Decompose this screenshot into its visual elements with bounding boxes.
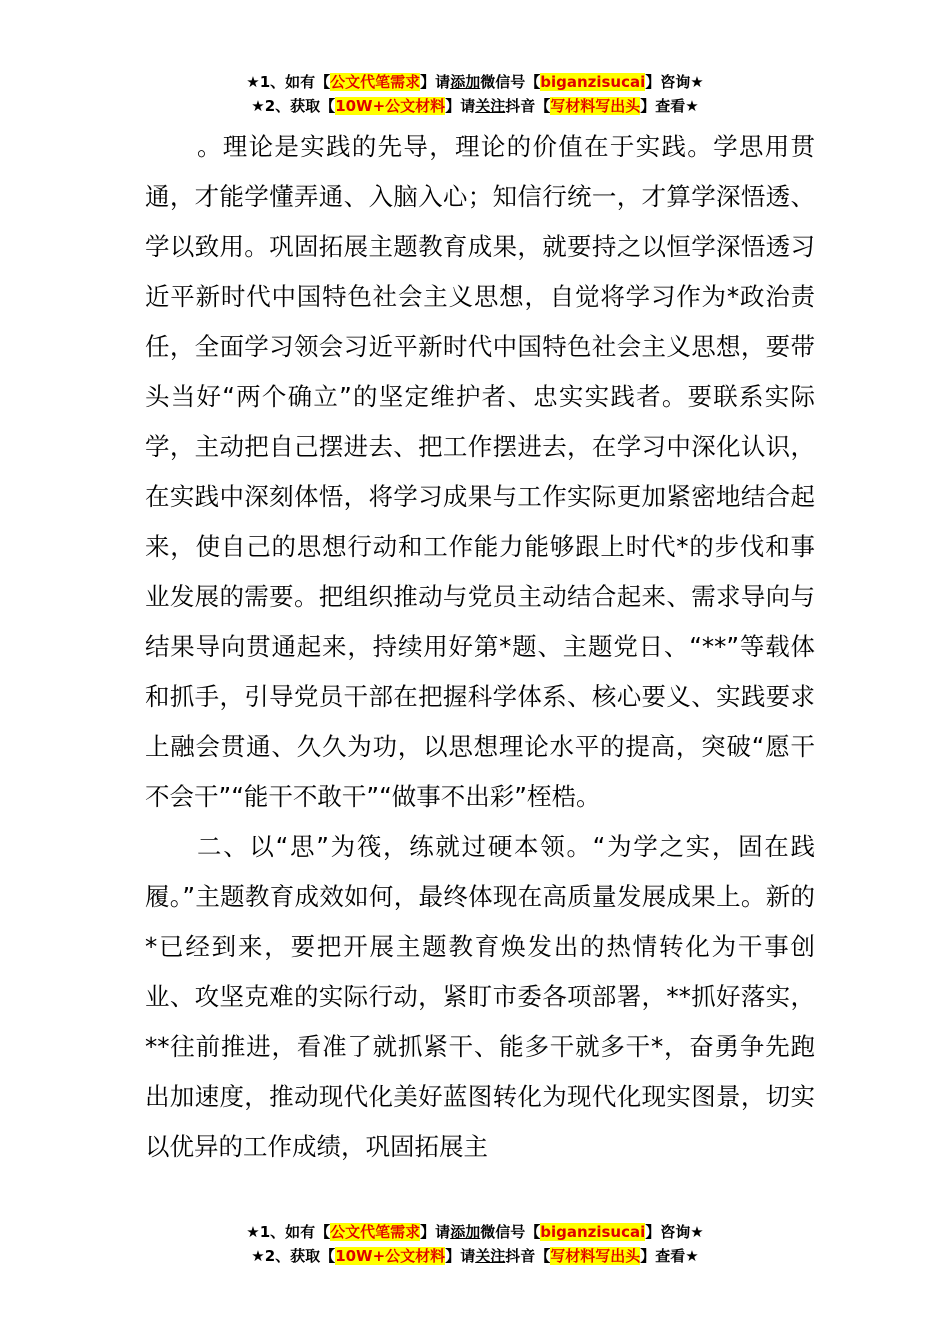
promo-text: ★2、获取【 — [251, 97, 336, 115]
promo-underlined-text: 添加 — [450, 1223, 481, 1241]
promo-highlight: 10W+公文材料 — [335, 1247, 446, 1265]
promo-highlight: biganzisucai — [540, 73, 646, 91]
promo-text: 】请 — [420, 1223, 451, 1241]
paragraph-2: 二、以“思”为筏，练就过硬本领。“为学之实，固在践履。”主题教育成效如何，最终体现在高质量发展成果上。新的*已经到来，要把开展主题教育焕发出的热情转化为干事创业、攻坚克难的实际行动，紧盯市委各项部署，**抓好落实，**往前推进，看准了就抓紧干、能多干就多干*，奋勇争先跑出加速度，推动现代化美好蓝图转化为现代化现实图景，切实以优异的工作成绩，巩固拓展主 — [145, 832, 815, 1161]
promo-highlight: 写材料写出头 — [550, 97, 641, 115]
promo-text: 】咨询★ — [645, 73, 704, 91]
promo-highlight: 写材料写出头 — [550, 1247, 641, 1265]
promo-text: 】查看★ — [640, 1247, 699, 1265]
promo-underlined-text: 关注 — [475, 97, 506, 115]
promo-highlight: 公文代笔需求 — [330, 1223, 421, 1241]
header-promo-banner — [0, 70, 950, 118]
promo-underlined-text: 关注 — [475, 1247, 506, 1265]
paragraph-1: 。理论是实践的先导，理论的价值在于实践。学思用贯通，才能学懂弄通、入脑入心；知信行统一，才算学深悟透、学以致用。巩固拓展主题教育成果，就要持之以恒学深悟透习近平新时代中国特色社会主义思想，自觉将学习作为*政治责任，全面学习领会习近平新时代中国特色社会主义思想，要带头当好“两个确立”的坚定维护者、忠实实践者。要联系实际学，主动把自己摆进去、把工作摆进去，在学习中深化认识，在实践中深刻体悟，将学习成果与工作实际更加紧密地结合起来，使自己的思想行动和工作能力能够跟上时代*的步伐和事业发展的需要。把组织推动与党员主动结合起来、需求导向与结果导向贯通起来，持续用好第*题、主题党日、“**”等载体和抓手，引导党员干部在把握科学体系、核心要义、实践要求上融会贯通、久久为功，以思想理论水平的提高，突破“愿干不会干”“能干不敢干”“做事不出彩”桎梏。 — [145, 132, 815, 811]
promo-underlined-text: 添加 — [450, 73, 481, 91]
promo-text: 】请 — [420, 73, 451, 91]
promo-text: 微信号【 — [480, 73, 541, 91]
promo-highlight: 公文代笔需求 — [330, 73, 421, 91]
promo-text: 】请 — [445, 1247, 476, 1265]
promo-text: ★1、如有【 — [246, 1223, 331, 1241]
promo-line-1 — [0, 1220, 950, 1244]
promo-text: 】咨询★ — [645, 1223, 704, 1241]
promo-highlight: biganzisucai — [540, 1223, 646, 1241]
promo-text: ★2、获取【 — [251, 1247, 336, 1265]
promo-text: 】请 — [445, 97, 476, 115]
promo-text: 抖音【 — [505, 97, 551, 115]
promo-text: 微信号【 — [480, 1223, 541, 1241]
promo-line-2 — [0, 94, 950, 118]
promo-text: ★1、如有【 — [246, 73, 331, 91]
promo-line-2 — [0, 1244, 950, 1268]
document-body — [145, 122, 815, 1172]
promo-text: 】查看★ — [640, 97, 699, 115]
promo-text: 抖音【 — [505, 1247, 551, 1265]
footer-promo-banner — [0, 1220, 950, 1268]
promo-line-1 — [0, 70, 950, 94]
promo-highlight: 10W+公文材料 — [335, 97, 446, 115]
